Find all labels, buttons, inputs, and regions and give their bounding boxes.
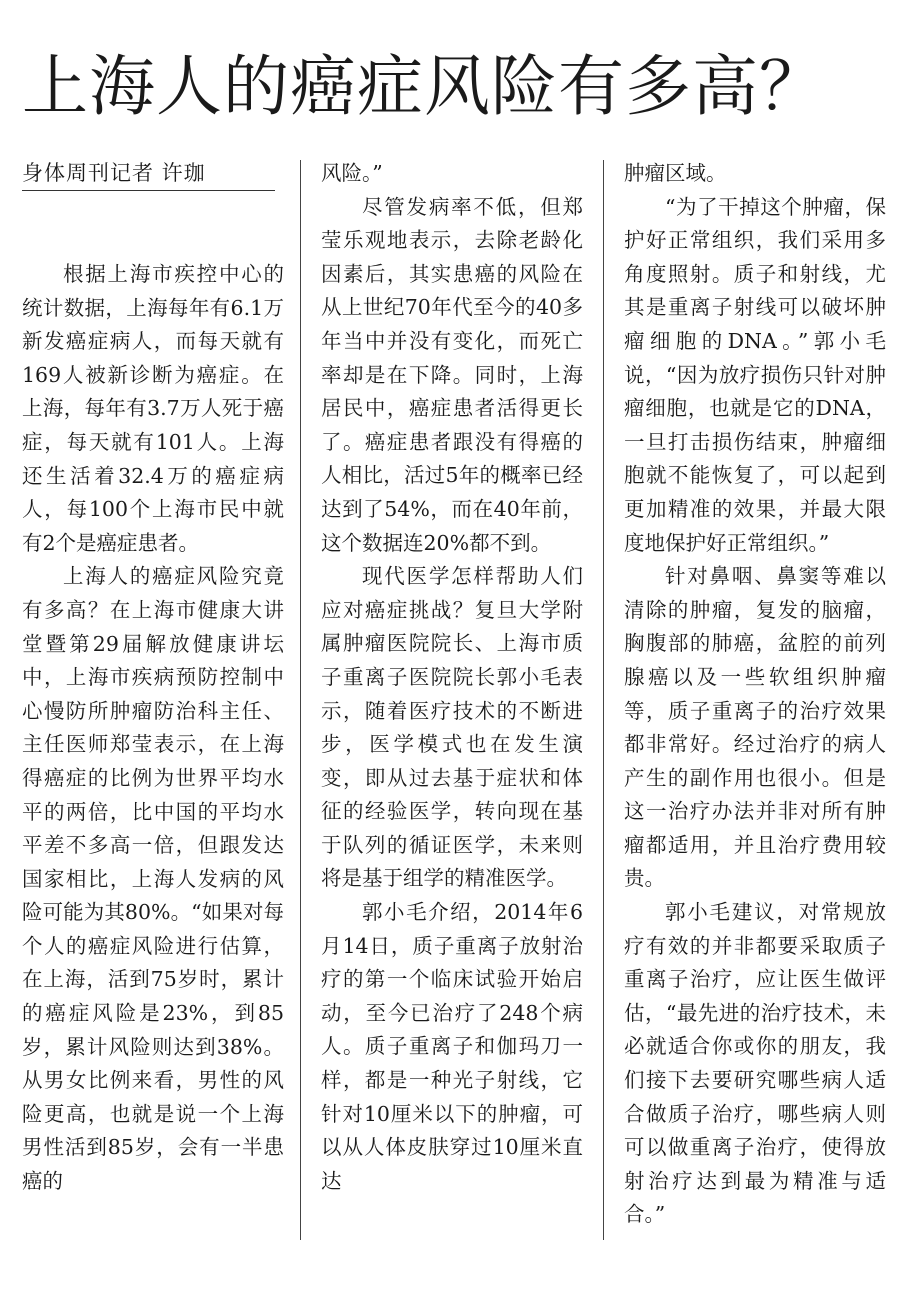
paragraph: “为了干掉这个肿瘤，保护好正常组织，我们采用多角度照射。质子和射线，尤其是重离子射线可以破坏肿瘤细胞的DNA。”郭小毛说，“因为放疗损伤只针对肿瘤细胞，也就是它的DNA，一旦打击损伤结束，肿瘤细胞就不能恢复了，可以起到更加精准的效果，并最大限度地保护好正常组织。” xyxy=(624,194,886,555)
paragraph: 现代医学怎样帮助人们应对癌症挑战？复旦大学附属肿瘤医院院长、上海市质子重离子医院院长郭小毛表示，随着医疗技术的不断进步，医学模式也在发生演变，即从过去基于症状和体征的经验医学，转向现在基于队列的循证医学，未来则将是基于组学的精准医学。 xyxy=(321,564,583,891)
paragraph: 上海人的癌症风险究竟有多高？在上海市健康大讲堂暨第29届解放健康讲坛中，上海市疾病预防控制中心慢防所肿瘤防治科主任、主任医师郑莹表示，在上海得癌症的比例为世界平均水平的两倍，比中国的平均水平差不多高一倍，但跟发达国家相比，上海人发病的风险可能为其80%。“如果对每个人的癌症风险进行估算，在上海，活到75岁时，累计的癌症风险是23%，到85岁，累计风险则达到38%。从男女比例来看，男性的风险更高，也就是说一个上海男性活到85岁，会有一半患癌的 xyxy=(22,564,284,1194)
paragraph: 尽管发病率不低，但郑莹乐观地表示，去除老龄化因素后，其实患癌的风险在从上世纪70年代至今的40多年当中并没有变化，而死亡率却是在下降。同时，上海居民中，癌症患者活得更长了。癌症患者跟没有得癌的人相比，活过5年的概率已经达到了54%，而在40年前，这个数据连20%都不到。 xyxy=(321,194,583,555)
article-column-3 xyxy=(624,157,886,1247)
column-divider xyxy=(603,160,604,1240)
article-column-1 xyxy=(22,258,284,1248)
article-column-2 xyxy=(321,157,583,1247)
column-divider xyxy=(300,160,301,1240)
article-headline: 上海人的癌症风险有多高？ xyxy=(22,48,826,125)
paragraph-continued: 风险。” xyxy=(321,161,383,185)
paragraph: 针对鼻咽、鼻窦等难以清除的肿瘤，复发的脑瘤，胸腹部的肺癌，盆腔的前列腺癌以及一些软组织肿瘤等，质子重离子的治疗效果都非常好。经过治疗的病人产生的副作用也很小。但是这一治疗办法并非对所有肿瘤都适用，并且治疗费用较贵。 xyxy=(624,564,886,891)
paragraph: 根据上海市疾控中心的统计数据，上海每年有6.1万新发癌症病人，而每天就有169人被新诊断为癌症。在上海，每年有3.7万人死于癌症，每天就有101人。上海还生活着32.4万的癌症病人，每100个上海市民中就有2个是癌症患者。 xyxy=(22,262,284,555)
paragraph-continued: 肿瘤区域。 xyxy=(624,161,727,185)
article-byline: 身体周刊记者 许珈 xyxy=(22,158,275,191)
paragraph: 郭小毛介绍，2014年6月14日，质子重离子放射治疗的第一个临床试验开始启动，至今已治疗了248个病人。质子重离子和伽玛刀一样，都是一种光子射线，它针对10厘米以下的肿瘤，可以从人体皮肤穿过10厘米直达 xyxy=(321,900,583,1193)
paragraph: 郭小毛建议，对常规放疗有效的并非都要采取质子重离子治疗，应让医生做评估，“最先进的治疗技术，未必就适合你或你的朋友，我们接下去要研究哪些病人适合做质子治疗，哪些病人则可以做重离子治疗，使得放射治疗达到最为精准与适合。” xyxy=(624,900,886,1227)
